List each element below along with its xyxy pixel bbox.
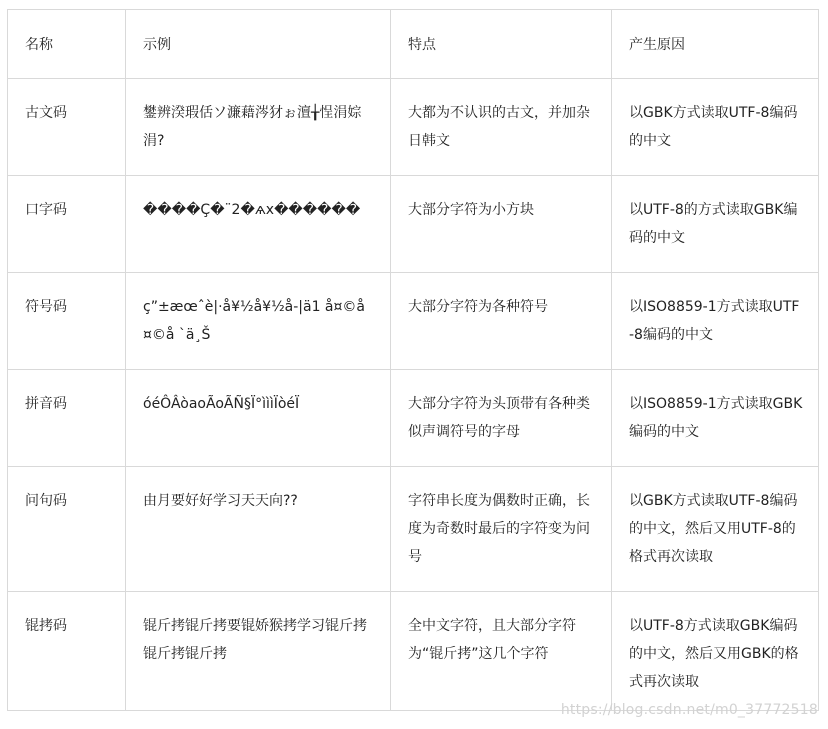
table-row [8,592,819,711]
cell-name: 符号码 [8,273,126,370]
cell-example: 锟斤拷锟斤拷要锟娇猴拷学习锟斤拷锟斤拷锟斤拷 [126,592,391,711]
table-row [8,273,819,370]
cell-cause: 以UTF-8方式读取GBK编码的中文，然后又用GBK的格式再次读取 [612,592,819,711]
cell-name: 古文码 [8,79,126,176]
cell-example: ç”±æœˆè|·å¥½å¥½å-|ä1 å¤©å¤©å `ä¸Š [126,273,391,370]
table-row [8,467,819,592]
table-header [8,10,819,79]
header-name: 名称 [8,10,126,79]
header-cause: 产生原因 [612,10,819,79]
cell-feature: 全中文字符，且大部分字符为“锟斤拷”这几个字符 [391,592,612,711]
cell-feature: 大部分字符为头顶带有各种类似声调符号的字母 [391,370,612,467]
cell-feature: 大部分字符为各种符号 [391,273,612,370]
cell-cause: 以GBK方式读取UTF-8编码的中文，然后又用UTF-8的格式再次读取 [612,467,819,592]
table-row [8,79,819,176]
header-example: 示例 [126,10,391,79]
header-feature: 特点 [391,10,612,79]
header-row [8,10,819,79]
cell-example: 鐢辨湀瑕佸ソ濂藉涔犲ぉ澶╁悜涓婃涓? [126,79,391,176]
cell-example: 由月要好好学习天天向?? [126,467,391,592]
table-row [8,176,819,273]
cell-example: ����Ç�¨2�ѧх������ [126,176,391,273]
cell-name: 锟拷码 [8,592,126,711]
cell-cause: 以UTF-8的方式读取GBK编码的中文 [612,176,819,273]
cell-name: 问句码 [8,467,126,592]
table-row [8,370,819,467]
cell-cause: 以GBK方式读取UTF-8编码的中文 [612,79,819,176]
cell-name: 拼音码 [8,370,126,467]
cell-feature: 大部分字符为小方块 [391,176,612,273]
watermark-url: https://blog.csdn.net/m0_37772518 [560,702,818,718]
cell-cause: 以ISO8859-1方式读取GBK编码的中文 [612,370,819,467]
encoding-comparison-table [7,9,819,711]
cell-name: 口字码 [8,176,126,273]
cell-example: óéÔÂòaoÃoÃÑ§Ï°ìììÏòéÏ [126,370,391,467]
cell-feature: 字符串长度为偶数时正确，长度为奇数时最后的字符变为问号 [391,467,612,592]
table-body [8,79,819,711]
cell-cause: 以ISO8859-1方式读取UTF-8编码的中文 [612,273,819,370]
cell-feature: 大都为不认识的古文，并加杂日韩文 [391,79,612,176]
